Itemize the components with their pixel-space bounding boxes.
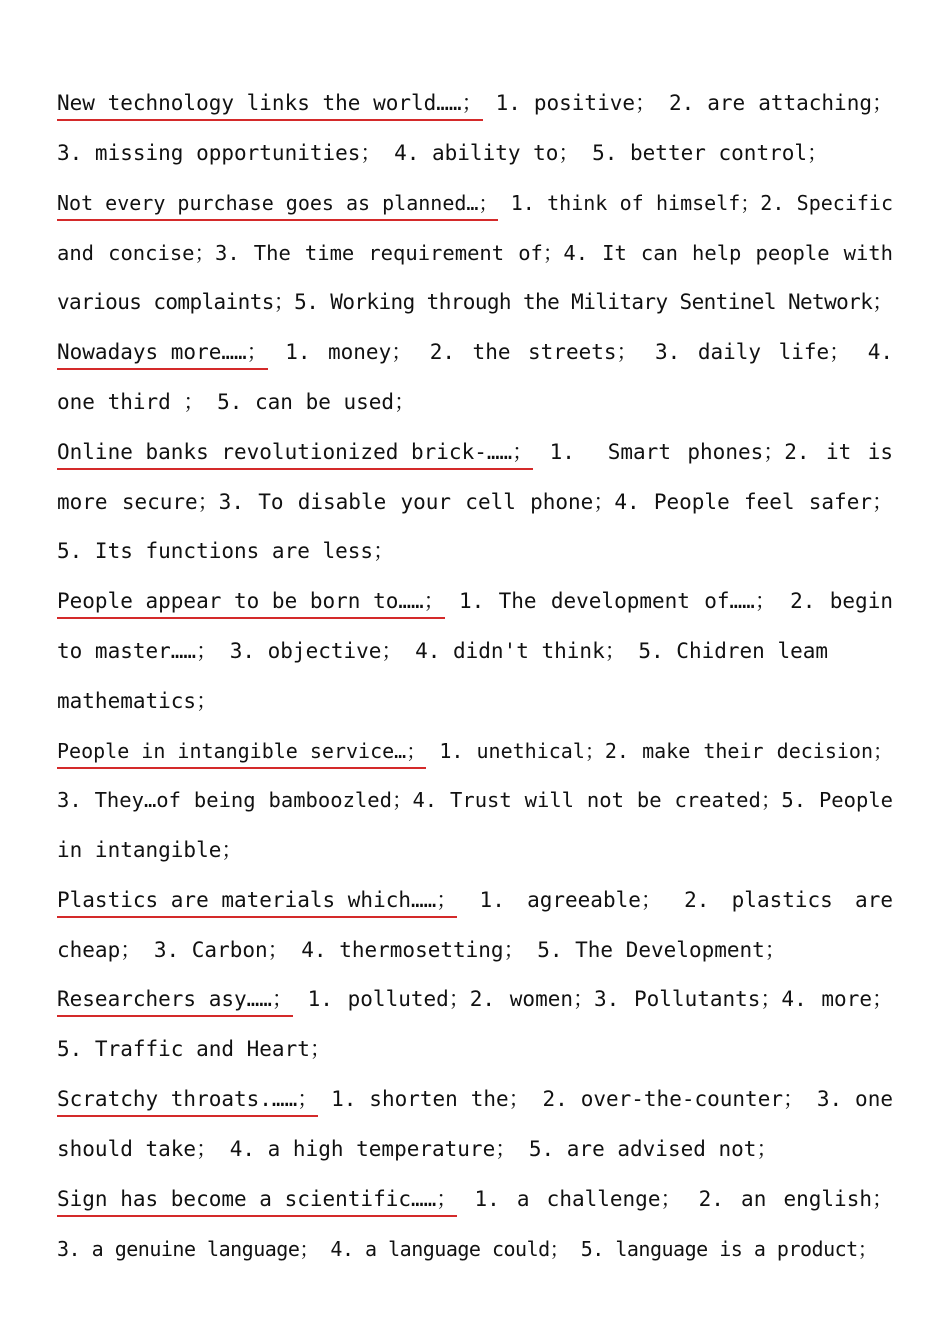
entry-answers: 5. Its functions are less； <box>57 539 395 563</box>
entry-answers: should take； 4. a high temperature； 5. are advised not； <box>57 1137 778 1161</box>
entry-answers: 5. Traffic and Heart； <box>57 1037 331 1061</box>
entry-line <box>57 188 893 218</box>
entry-heading: Not every purchase goes as planned…； <box>57 188 498 221</box>
entry-line <box>57 337 893 367</box>
entry-line <box>57 885 893 915</box>
entry-answers: to master……； 3. objective； 4. didn't think； 5. Chidren leam <box>57 639 829 663</box>
entry-line <box>57 984 893 1014</box>
entry-heading: Sign has become a scientific……； <box>57 1184 457 1217</box>
entry-line <box>57 88 893 118</box>
entry-heading: People appear to be born to……； <box>57 586 445 619</box>
entry-heading: Scratchy throats.……； <box>57 1084 318 1117</box>
entry-answers: 3. a genuine language； 4. a language could； 5. language is a product； <box>57 1237 878 1261</box>
entry-answers: 1. The development of……； 2. begin <box>458 589 893 613</box>
entry-answers: mathematics； <box>57 689 218 713</box>
entry-answers: one third ； 5. can be used； <box>57 390 416 414</box>
entry-heading: Online banks revolutionized brick-……； <box>57 437 533 470</box>
entry-heading: People in intangible service…； <box>57 736 426 769</box>
entry-line <box>57 1184 893 1214</box>
entry-answers: 1. Smart phones；2. it is <box>549 440 893 464</box>
entry-answers: 1. agreeable； 2. plastics are <box>479 888 893 912</box>
entry-heading: Nowadays more……； <box>57 337 268 370</box>
entry-heading: Plastics are materials which……； <box>57 885 457 918</box>
entry-line <box>57 437 893 467</box>
entry-answers: 1. positive； 2. are attaching； <box>495 91 893 115</box>
entry-answers: 3. They…of being bamboozled；4. Trust will not be created；5. People <box>57 788 893 812</box>
entry-answers: more secure；3. To disable your cell phone；4. People feel safer； <box>57 490 893 514</box>
entry-answers: 1. shorten the； 2. over-the-counter； 3. one <box>331 1087 893 1111</box>
entry-line <box>57 586 893 616</box>
entry-line <box>57 1084 893 1114</box>
entry-heading: New technology links the world……； <box>57 88 483 121</box>
entry-answers: in intangible； <box>57 838 243 862</box>
entry-answers: various complaints；5. Working through the Military Sentinel Network； <box>57 290 893 314</box>
entry-answers: 1. unethical；2. make their decision； <box>439 739 893 763</box>
entry-answers: and concise；3. The time requirement of；4. It can help people with <box>57 241 893 265</box>
entry-answers: 3. missing opportunities； 4. ability to； 5. better control； <box>57 141 829 165</box>
entry-answers: 1. think of himself；2. Specific <box>510 191 894 215</box>
entry-heading: Researchers asy……； <box>57 984 293 1017</box>
entry-answers: cheap； 3. Carbon； 4. thermosetting； 5. The Development； <box>57 938 786 962</box>
entry-answers: 1. polluted；2. women；3. Pollutants；4. more； <box>307 987 893 1011</box>
entry-line <box>57 736 893 766</box>
entry-answers: 1. a challenge； 2. an english； <box>474 1187 893 1211</box>
entry-answers: 1. money； 2. the streets； 3. daily life； 4. <box>285 340 893 364</box>
